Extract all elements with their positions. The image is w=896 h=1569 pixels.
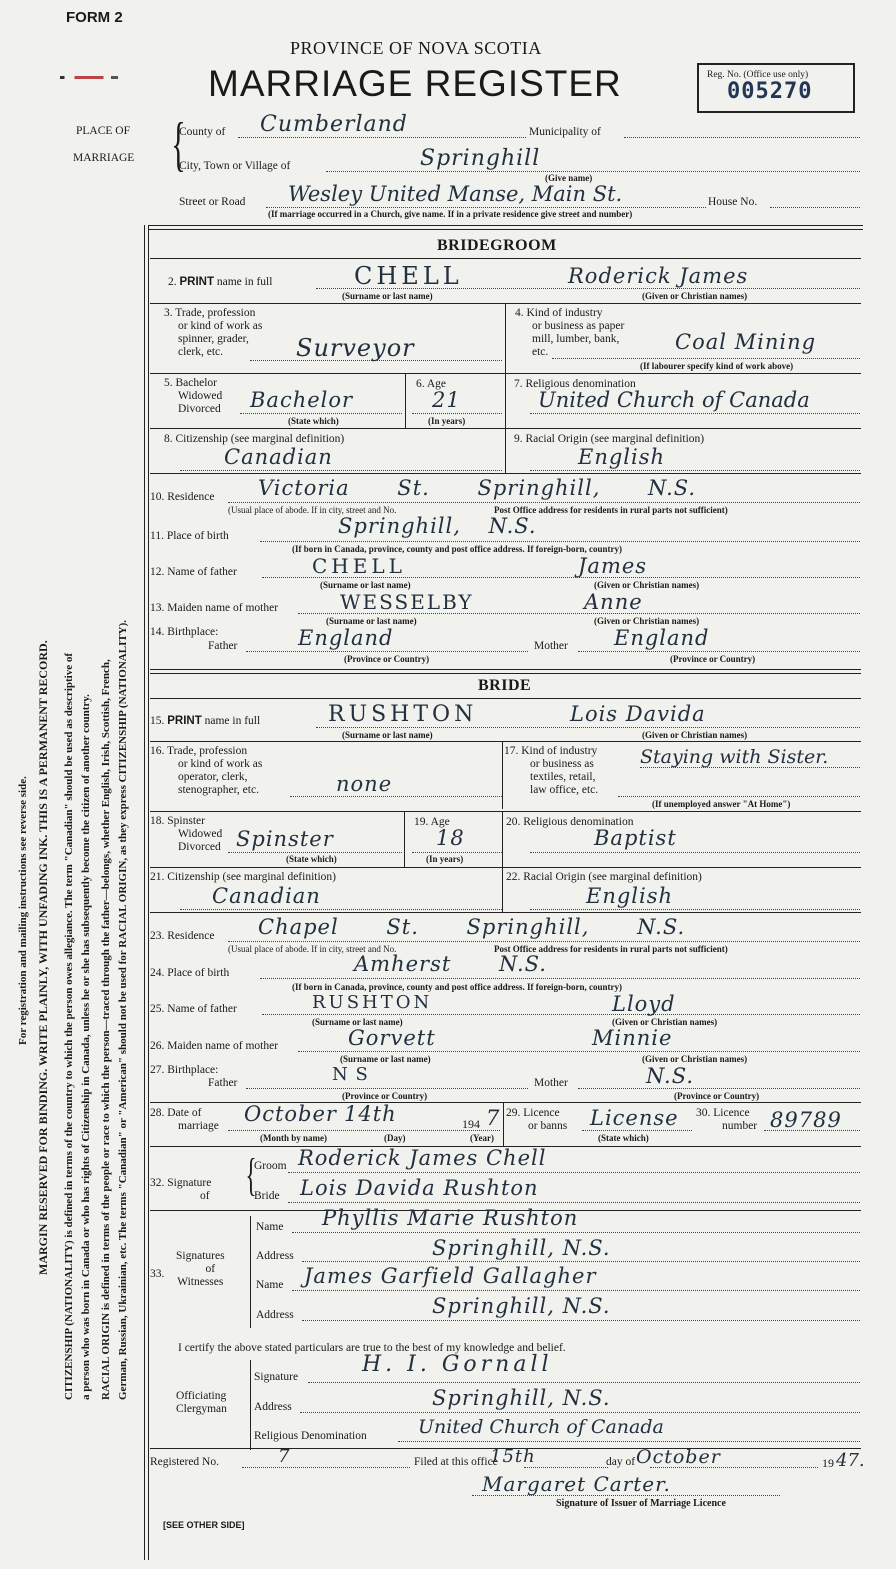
marriage-year-written: 7	[486, 1106, 501, 1130]
bride-birthplace: Amherst N.S.	[354, 952, 547, 976]
witness1-address: Springhill, N.S.	[432, 1236, 611, 1260]
bride-cap-given: (Given or Christian names)	[642, 730, 748, 740]
filed-year-written: 47.	[836, 1450, 865, 1471]
house-label: House No.	[708, 196, 758, 208]
groom-father-surname: CHELL	[312, 554, 406, 578]
bride-mother-bp: N.S.	[646, 1064, 695, 1088]
f27-cap-father: (Province or Country)	[342, 1091, 428, 1101]
clergy-denom-label: Religious Denomination	[254, 1430, 367, 1442]
give-name-caption: (Give name)	[545, 173, 593, 183]
w2-name-label: Name	[256, 1279, 284, 1291]
bride-f24-note: (If born in Canada, province, county and post office address. If foreign-born, country)	[292, 982, 623, 992]
street-label: Street or Road	[179, 196, 246, 208]
bride-trade: none	[336, 772, 393, 796]
groom-given: Roderick James	[568, 264, 749, 288]
clergy-denomination: United Church of Canada	[418, 1416, 664, 1438]
f25-cap-surname: (Surname or last name)	[312, 1017, 403, 1027]
bride-f23-note-b: Post Office address for residents in rural parts not sufficient)	[494, 944, 728, 954]
f5-label: 5. Bachelor Widowed Divorced	[164, 377, 223, 415]
groom-residence: Victoria St. Springhill, N.S.	[258, 476, 697, 500]
street-note: (If marriage occurred in a Church, give name. If in a private residence give street and number)	[268, 209, 633, 219]
bride-cap-surname: (Surname or last name)	[342, 730, 433, 740]
page-title: MARRIAGE REGISTER	[208, 63, 622, 104]
f27-label: 27. Birthplace:	[150, 1064, 219, 1076]
margin-line-3: CITIZENSHIP (NATIONALITY) is defined in terms of the country to which the person owes allegiance. The term "Canadian" should be used as descriptive of	[63, 652, 75, 1400]
f8-label: 8. Citizenship (see marginal definition)	[164, 433, 345, 445]
f9-label: 9. Racial Origin (see marginal definition)	[514, 433, 705, 445]
f27-mother-label: Mother	[534, 1077, 568, 1089]
f26-cap-given: (Given or Christian names)	[642, 1054, 748, 1064]
clergy-address-label: Address	[254, 1401, 292, 1413]
groom-sig-label: Groom	[254, 1160, 287, 1172]
f33-label: 33. Signatures of Witnesses	[150, 1250, 225, 1288]
bride-given: Lois Davida	[570, 702, 706, 726]
groom-father-bp: England	[298, 626, 394, 650]
licence-type: License	[590, 1106, 679, 1130]
w1-address-label: Address	[256, 1250, 294, 1262]
red-mark	[60, 76, 118, 79]
f18-label: 18. Spinster Widowed Divorced	[150, 815, 223, 853]
margin-line-2: MARGIN RESERVED FOR BINDING. WRITE PLAINLY, WITH UNFADING INK. THIS IS A PERMANENT RECORD.	[36, 640, 50, 1275]
bride-surname: RUSHTON	[328, 702, 478, 727]
groom-mother-bp: England	[614, 626, 710, 650]
f13-cap-given: (Given or Christian names)	[594, 616, 700, 626]
f23-label: 23. Residence	[150, 930, 215, 942]
bride-mother-surname: Gorvett	[348, 1026, 436, 1050]
f13-cap-surname: (Surname or last name)	[326, 616, 417, 626]
margin-line-5: RACIAL ORIGIN is defined in terms of the people or race to which the person—traced through the father—belongs, whether English, Irish, Scottish, French,	[100, 659, 112, 1400]
f4-label: 4. Kind of industry or business as paper mill, lumber, bank, etc.	[515, 307, 625, 358]
f11-label: 11. Place of birth	[150, 530, 229, 542]
groom-citizenship: Canadian	[224, 445, 333, 469]
groom-birthplace: Springhill, N.S.	[338, 514, 537, 538]
f12-cap-given: (Given or Christian names)	[594, 580, 700, 590]
city-value: Springhill	[420, 146, 541, 171]
f21-label: 21. Citizenship (see marginal definition)	[150, 871, 336, 883]
filed-label: Filed at this office	[414, 1456, 498, 1468]
filed-day: 15th	[490, 1446, 536, 1467]
see-other-side: [SEE OTHER SIDE]	[163, 1520, 245, 1530]
filed-year-print: 19	[822, 1456, 834, 1470]
f32-label: 32. Signature of	[150, 1177, 212, 1202]
f26-label: 26. Maiden name of mother	[150, 1040, 279, 1052]
f14-cap-father: (Province or Country)	[344, 654, 430, 664]
city-label: City, Town or Village of	[179, 160, 291, 172]
f30-label: 30. Licence number	[696, 1107, 758, 1132]
groom-trade: Surveyor	[296, 334, 415, 362]
f12-label: 12. Name of father	[150, 566, 237, 578]
place-brace: {	[171, 111, 186, 177]
f26-cap-surname: (Surname or last name)	[340, 1054, 431, 1064]
f17-label: 17. Kind of industry or business as textiles, retail, law office, etc.	[504, 745, 599, 796]
bride-racial: English	[586, 884, 674, 908]
f27-father-label: Father	[208, 1077, 238, 1089]
registered-no-label: Registered No.	[150, 1456, 219, 1468]
w1-name-label: Name	[256, 1221, 284, 1233]
groom-age: 21	[432, 388, 461, 412]
groom-f10-note-b: Post Office address for residents in rural parts not sufficient)	[494, 505, 728, 515]
f16-label: 16. Trade, profession or kind of work as operator, clerk, stenographer, etc.	[150, 745, 263, 796]
bride-sig-label: Bride	[254, 1190, 280, 1202]
registered-no: 7	[278, 1446, 291, 1467]
groom-f4-note: (If labourer specify kind of work above)	[640, 361, 794, 371]
witness1-name: Phyllis Marie Rushton	[322, 1206, 579, 1230]
bride-in-years: (In years)	[426, 854, 464, 864]
bride-f23-note-a: (Usual place of abode. If in city, street and No.	[228, 944, 397, 954]
county-label: County of	[179, 126, 226, 138]
groom-father-given: James	[578, 554, 648, 578]
street-value: Wesley United Manse, Main St.	[288, 182, 623, 206]
groom-cap-given: (Given or Christian names)	[642, 291, 748, 301]
reg-no-label: Reg. No. (Office use only)	[707, 70, 809, 80]
f7-label: 7. Religious denomination	[514, 378, 636, 390]
clergy-signature: H. I. Gornall	[362, 1352, 553, 1377]
groom-state-which: (State which)	[288, 416, 339, 426]
f14-cap-mother: (Province or Country)	[670, 654, 756, 664]
bride-f17-note: (If unemployed answer "At Home")	[652, 799, 791, 809]
groom-religion: United Church of Canada	[538, 388, 810, 412]
f15-label: 15. PRINT name in full	[150, 715, 261, 727]
f22-label: 22. Racial Origin (see marginal definition)	[506, 871, 702, 883]
groom-mother-given: Anne	[584, 590, 643, 614]
bride-state-which: (State which)	[286, 854, 337, 864]
clergy-label: Officiating Clergyman	[176, 1390, 227, 1415]
f29-label: 29. Licence or banns	[506, 1107, 568, 1132]
bride-mother-given: Minnie	[592, 1026, 673, 1050]
bride-age: 18	[436, 826, 465, 850]
groom-racial: English	[578, 445, 666, 469]
bride-residence: Chapel St. Springhill, N.S.	[258, 915, 686, 939]
place-label-1: PLACE OF	[76, 125, 130, 137]
bride-heading: BRIDE	[478, 677, 532, 694]
groom-signature: Roderick James Chell	[298, 1146, 547, 1170]
clergy-address: Springhill, N.S.	[432, 1386, 611, 1410]
f6-label: 6. Age	[416, 378, 447, 390]
f12-cap-surname: (Surname or last name)	[320, 580, 411, 590]
margin-line-1: For registration and mailing instructions see reverse side.	[17, 776, 29, 1045]
groom-status: Bachelor	[250, 388, 354, 412]
f14-father-label: Father	[208, 640, 238, 652]
f25-cap-given: (Given or Christian names)	[612, 1017, 718, 1027]
groom-f11-note: (If born in Canada, province, county and post office address. If foreign-born, country)	[292, 544, 623, 554]
margin-line-6: German, Russian, Ukrainian, etc. The terms "Canadian" or "American" should not be used for RACIAL ORIGIN, as they express CITIZENSHIP (NATIONALITY).	[117, 619, 129, 1400]
filed-month: October	[636, 1446, 721, 1468]
bride-citizenship: Canadian	[212, 884, 321, 908]
groom-cap-surname: (Surname or last name)	[342, 291, 433, 301]
f13-label: 13. Maiden name of mother	[150, 602, 279, 614]
f14-mother-label: Mother	[534, 640, 568, 652]
reg-no-value: 005270	[727, 79, 813, 104]
marriage-year-print: 194	[462, 1117, 480, 1131]
f14-label: 14. Birthplace:	[150, 626, 219, 638]
f3-label: 3. Trade, profession or kind of work as spinner, grader, clerk, etc.	[164, 307, 263, 358]
bride-father-surname: RUSHTON	[312, 992, 433, 1013]
municipality-label: Municipality of	[529, 126, 601, 138]
form-label: FORM 2	[66, 9, 123, 26]
f25-label: 25. Name of father	[150, 1003, 237, 1015]
groom-surname: CHELL	[354, 262, 463, 290]
place-label-2: MARRIAGE	[73, 152, 135, 164]
f28-label: 28. Date of marriage	[150, 1107, 219, 1132]
witness2-address: Springhill, N.S.	[432, 1294, 611, 1318]
reg-no-box	[697, 63, 855, 113]
margin-line-4: a person who was born in Canada or who has rights of Citizenship in Canada, unless he or she has subsequently become the citizen of another country.	[80, 694, 92, 1400]
f20-label: 20. Religious denomination	[506, 816, 634, 828]
licence-number: 89789	[770, 1108, 842, 1132]
cap-month: (Month by name)	[260, 1133, 327, 1143]
cap-state-which: (State which)	[598, 1133, 649, 1143]
bride-religion: Baptist	[594, 826, 677, 850]
f27-cap-mother: (Province or Country)	[674, 1091, 760, 1101]
groom-in-years: (In years)	[428, 416, 466, 426]
f19-label: 19. Age	[414, 816, 450, 828]
clergy-sig-label: Signature	[254, 1371, 299, 1383]
bride-father-bp: N S	[332, 1064, 369, 1085]
province-heading: PROVINCE OF NOVA SCOTIA	[290, 38, 542, 58]
cap-year: (Year)	[470, 1133, 494, 1143]
groom-heading: BRIDEGROOM	[437, 237, 557, 254]
certify-statement: I certify the above stated particulars are true to the best of my knowledge and belief.	[178, 1342, 566, 1354]
f24-label: 24. Place of birth	[150, 967, 230, 979]
groom-industry: Coal Mining	[675, 330, 817, 354]
f2-label: 2. PRINT name in full	[168, 276, 273, 288]
bride-father-given: Lloyd	[612, 992, 676, 1016]
issuer-signature: Margaret Carter.	[482, 1472, 671, 1496]
issuer-label: Signature of Issuer of Marriage Licence	[556, 1498, 726, 1509]
bride-signature: Lois Davida Rushton	[300, 1176, 539, 1200]
witness2-name: James Garfield Gallagher	[304, 1264, 597, 1288]
groom-f10-note-a: (Usual place of abode. If in city, street and No.	[228, 505, 397, 515]
marriage-day: 14th	[344, 1102, 397, 1126]
groom-mother-surname: WESSELBY	[340, 590, 474, 614]
bride-status: Spinster	[236, 827, 334, 851]
marriage-month: October	[244, 1102, 337, 1126]
f10-label: 10. Residence	[150, 491, 215, 503]
day-of-label: day of	[606, 1456, 636, 1468]
cap-day: (Day)	[384, 1133, 406, 1143]
county-value: Cumberland	[260, 112, 408, 137]
w2-address-label: Address	[256, 1309, 294, 1321]
bride-industry: Staying with Sister.	[640, 746, 829, 768]
